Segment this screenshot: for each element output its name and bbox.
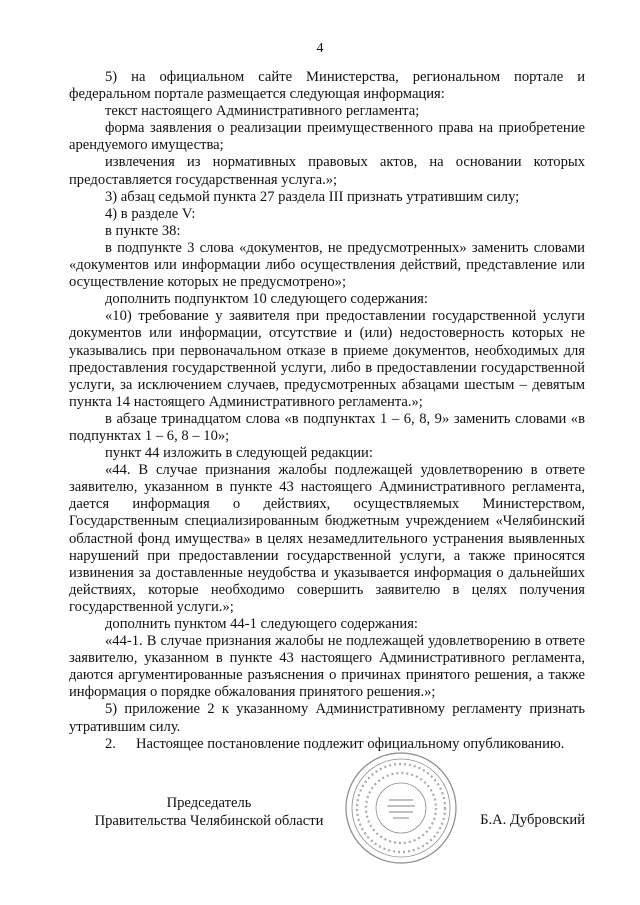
paragraph: 3) абзац седьмой пункта 27 раздела III признать утратившим силу; bbox=[105, 188, 520, 205]
paragraph: извлечения из нормативных правовых актов, на основании которых предоставляется государственная услуга.»; bbox=[69, 154, 585, 188]
page-number: 4 bbox=[316, 41, 324, 56]
paragraph: в пункте 38: bbox=[105, 222, 181, 239]
paragraph: в подпункте 3 слова «документов, не предусмотренных» заменить словами «документов или информации либо осуществления действий, представление или осуществление которых не предусмотрено»; bbox=[69, 239, 585, 291]
paragraph: 4) в разделе V: bbox=[105, 205, 196, 222]
official-seal-icon bbox=[343, 750, 459, 866]
paragraph: дополнить подпунктом 10 следующего содержания: bbox=[105, 291, 428, 308]
paragraph: дополнить пунктом 44-1 следующего содержания: bbox=[105, 616, 418, 632]
item-number: 2. bbox=[105, 735, 116, 752]
paragraph: 5) на официальном сайте Министерства, региональном портале и федеральном портале размещается следующая информация: bbox=[69, 69, 585, 103]
signature-block bbox=[0, 794, 640, 854]
paragraph: форма заявления о реализации преимущественного права на приобретение арендуемого имущества; bbox=[69, 120, 585, 154]
paragraph: 5) приложение 2 к указанному Административному регламенту признать утратившим силу. bbox=[69, 701, 585, 735]
paragraph: текст настоящего Административного регламента; bbox=[105, 103, 420, 120]
signatory-title bbox=[89, 794, 329, 830]
paragraph: в абзаце тринадцатом слова «в подпунктах 1 – 6, 8, 9» заменить словами «в подпунктах 1 – 6, 8 – 10»; bbox=[69, 410, 585, 444]
paragraph: «44-1. В случае признания жалобы не подлежащей удовлетворению в ответе заявителю, указанном в пункте 43 настоящего Административного регламента, даются аргументированные разъяснения о причинах принятого решения, а также информация о порядке обжалования принятого решения.»; bbox=[69, 633, 585, 701]
signatory-title-line2: Правительства Челябинской области bbox=[94, 813, 324, 829]
paragraph: пункт 44 изложить в следующей редакции: bbox=[105, 445, 373, 462]
signatory-title-line1: Председатель bbox=[166, 795, 252, 811]
document-body bbox=[69, 69, 585, 753]
paragraph: «44. В случае признания жалобы подлежащей удовлетворению в ответе заявителю, указанном в пункте 43 настоящего Административного регламента, дается информация о действиях, осуществляемых Министерством, Государственным специализированным бюджетным учреждением «Челябинский областной фонд имущества» в целях незамедлительного устранения выявленных нарушений при предоставлении государственной услуги, а также приносятся извинения за доставленные неудобства и указывается информация о дальнейших действиях, которые необходимо совершить заявителю в целях получения государственной услуги.»; bbox=[69, 462, 585, 615]
paragraph: «10) требование у заявителя при предоставлении государственной услуги документов или информации, отсутствие и (или) недостоверность которых не указывались при первоначальном отказе в приеме документов, необходимых для предоставления государственной услуги, либо в предоставлении государственной услуги, за исключением случаев, предусмотренных абзацами шестым – девятым пункта 14 настоящего Административного регламента.»; bbox=[69, 308, 585, 410]
signatory-name: Б.А. Дубровский bbox=[480, 812, 585, 828]
item-text: Настоящее постановление подлежит официальному опубликованию. bbox=[136, 735, 565, 752]
